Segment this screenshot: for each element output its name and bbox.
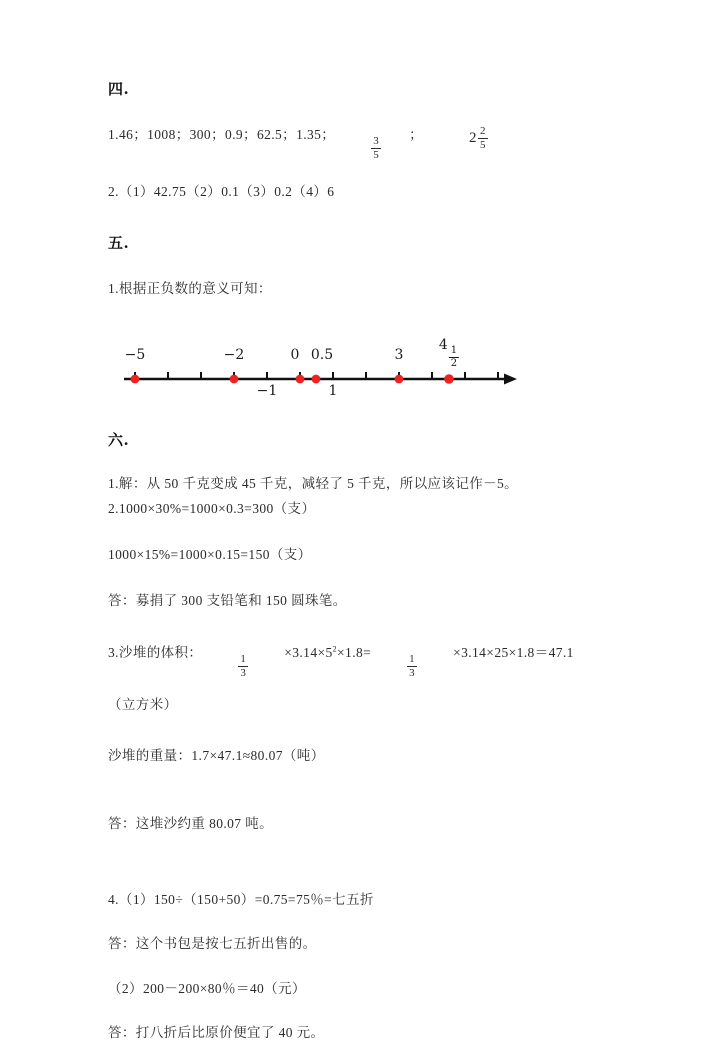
fraction-denominator: 5 <box>373 148 380 161</box>
expression-a: ×3.14×5 <box>284 645 333 661</box>
fraction-denominator: 3 <box>240 667 247 680</box>
fraction-separator: ； <box>409 127 424 142</box>
mixed-fraction <box>478 126 488 151</box>
point-zero <box>296 375 305 384</box>
section-four-item-2: 2.（1）42.75（2）0.1（3）0.2（4）6 <box>108 183 335 199</box>
number-line-label-minus-two: −2 <box>223 347 245 364</box>
fraction-denominator: 5 <box>479 139 486 152</box>
mixed-whole: 4 <box>438 337 448 354</box>
number-line-label-minus-one: −1 <box>256 383 278 400</box>
mixed-fraction <box>449 346 459 369</box>
number-line-label-zero: 0 <box>290 347 300 364</box>
fraction-numerator: 1 <box>450 345 458 357</box>
section-six-item-3c: 答：这堆沙约重 80.07 吨。 <box>108 815 274 831</box>
fraction-one-third-a <box>238 654 248 679</box>
exponent-two: 2 <box>332 644 338 654</box>
point-zero-point-five <box>312 375 321 384</box>
section-six-item-1: 1.解：从 50 千克变成 45 千克，减轻了 5 千克，所以应该记作－5。 <box>108 476 519 492</box>
expression-a-tail: ×1.8= <box>337 645 372 661</box>
mixed-number-two-and-two-fifths <box>469 126 490 151</box>
number-line-figure <box>112 321 532 403</box>
number-line-label-one: 1 <box>328 383 338 400</box>
fraction-numerator: 2 <box>479 125 486 138</box>
fraction-three-fifths <box>371 136 381 161</box>
point-three <box>395 375 404 384</box>
section-five-item-1: 1.根据正负数的意义可知： <box>108 281 272 297</box>
section-heading-four: 四. <box>108 80 130 98</box>
fraction-denominator: 2 <box>450 358 458 370</box>
fraction-numerator: 3 <box>373 134 380 147</box>
expression-b: ×3.14×25×1.8＝47.1 <box>453 645 574 661</box>
section-heading-six: 六. <box>108 431 130 450</box>
section-four-item-1 <box>108 125 628 161</box>
fraction-one-third-b <box>407 654 417 679</box>
fraction-numerator: 1 <box>240 653 247 666</box>
section-six-item-4a: 4.（1）150÷（150+50）=0.75=75％=七五折 <box>108 892 374 908</box>
number-line-label-four-and-half <box>439 337 459 369</box>
point-minus-two <box>230 375 239 384</box>
point-four-and-half <box>444 375 454 385</box>
section-six-item-3 <box>108 643 628 679</box>
fraction-denominator: 3 <box>409 667 416 680</box>
section-six-item-4d: 答：打八折后比原价便宜了 40 元。 <box>108 1024 325 1040</box>
section-six-item-2c: 答：募捐了 300 支铅笔和 150 圆珠笔。 <box>108 593 347 609</box>
section-six-item-3-unit: （立方米） <box>108 697 178 713</box>
number-line-label-three: 3 <box>394 347 404 364</box>
section-six-item-4b: 答：这个书包是按七五折出售的。 <box>108 936 317 952</box>
mixed-whole: 2 <box>469 130 477 147</box>
section-six-item-3b: 沙堆的重量：1.7×47.1≈80.07（吨） <box>108 747 325 763</box>
section-heading-five: 五. <box>108 234 130 253</box>
fraction-numerator: 1 <box>409 653 416 666</box>
section-six-item-4c: （2）200－200×80％＝40（元） <box>108 980 306 996</box>
number-line-label-minus-five: −5 <box>124 347 146 364</box>
item-text: 46；1008；300；0.9；62.5；1.35； <box>118 127 336 142</box>
point-minus-five <box>131 375 140 384</box>
section-six-item-2b: 1000×15%=1000×0.15=150（支） <box>108 546 312 562</box>
document-content <box>108 78 628 1043</box>
number-line-arrow-icon <box>504 374 517 385</box>
item-prefix: 1. <box>108 127 119 142</box>
section-six-item-2a: 2.1000×30%=1000×0.3=300（支） <box>108 500 316 516</box>
number-line-label-zero-five: 0.5 <box>310 347 334 364</box>
item-label: 3.沙堆的体积： <box>108 645 203 661</box>
